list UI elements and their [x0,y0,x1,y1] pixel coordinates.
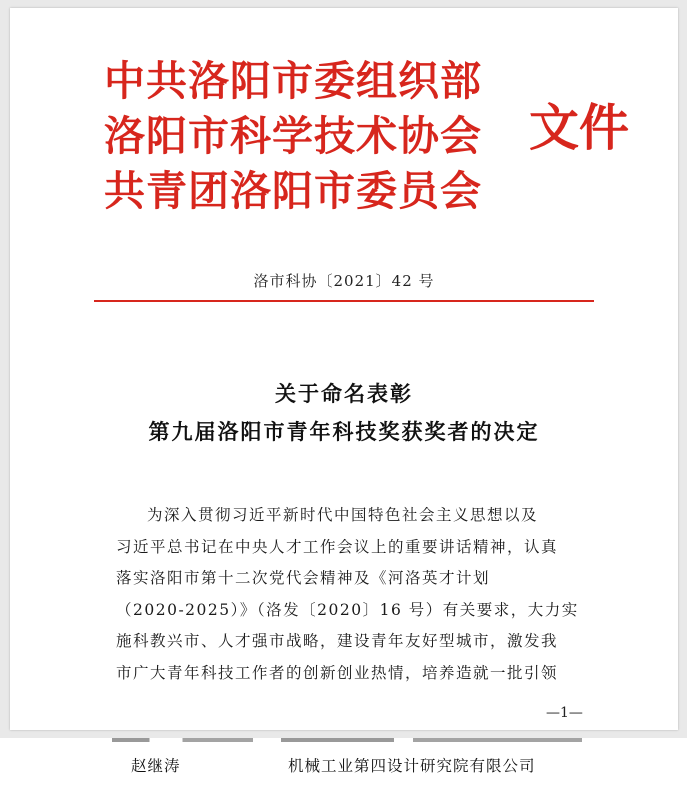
document-title-line-2: 第九届洛阳市青年科技奖获奖者的决定 [148,419,540,444]
body-paragraph [116,500,586,689]
cut-text-fragment [112,738,582,742]
org-line-1: 中共洛阳市委组织部 [104,57,482,105]
body-line: 施科教兴市、人才强市战略，建设青年友好型城市，激发我 [116,632,559,650]
document-title-line-1: 关于命名表彰 [275,381,413,406]
body-line: 习近平总书记在中央人才工作会议上的重要讲话精神，认真 [116,537,559,556]
document-number: 洛市科协〔2021〕42 号 [253,272,435,290]
body-line: 市广大青年科技工作者的创新创业热情，培养造就一批引领 [116,663,559,682]
red-divider [94,300,594,302]
document-word: 文件 [529,98,629,157]
page-number: —1— [546,705,583,721]
document-page [10,8,678,730]
awardee-organization: 机械工业第四设计研究院有限公司 [288,757,536,775]
body-line: （2020-2025）》（洛发〔2020〕16 号）有关要求，大力实 [116,600,579,619]
org-line-2: 洛阳市科学技术协会 [104,112,482,160]
org-line-3: 共青团洛阳市委员会 [104,167,482,215]
next-page-fragment [0,738,687,800]
awardee-name: 赵继涛 [131,757,181,775]
body-line: 落实洛阳市第十二次党代会精神及《河洛英才计划 [116,569,491,587]
body-line: 为深入贯彻习近平新时代中国特色社会主义思想以及 [147,506,539,524]
